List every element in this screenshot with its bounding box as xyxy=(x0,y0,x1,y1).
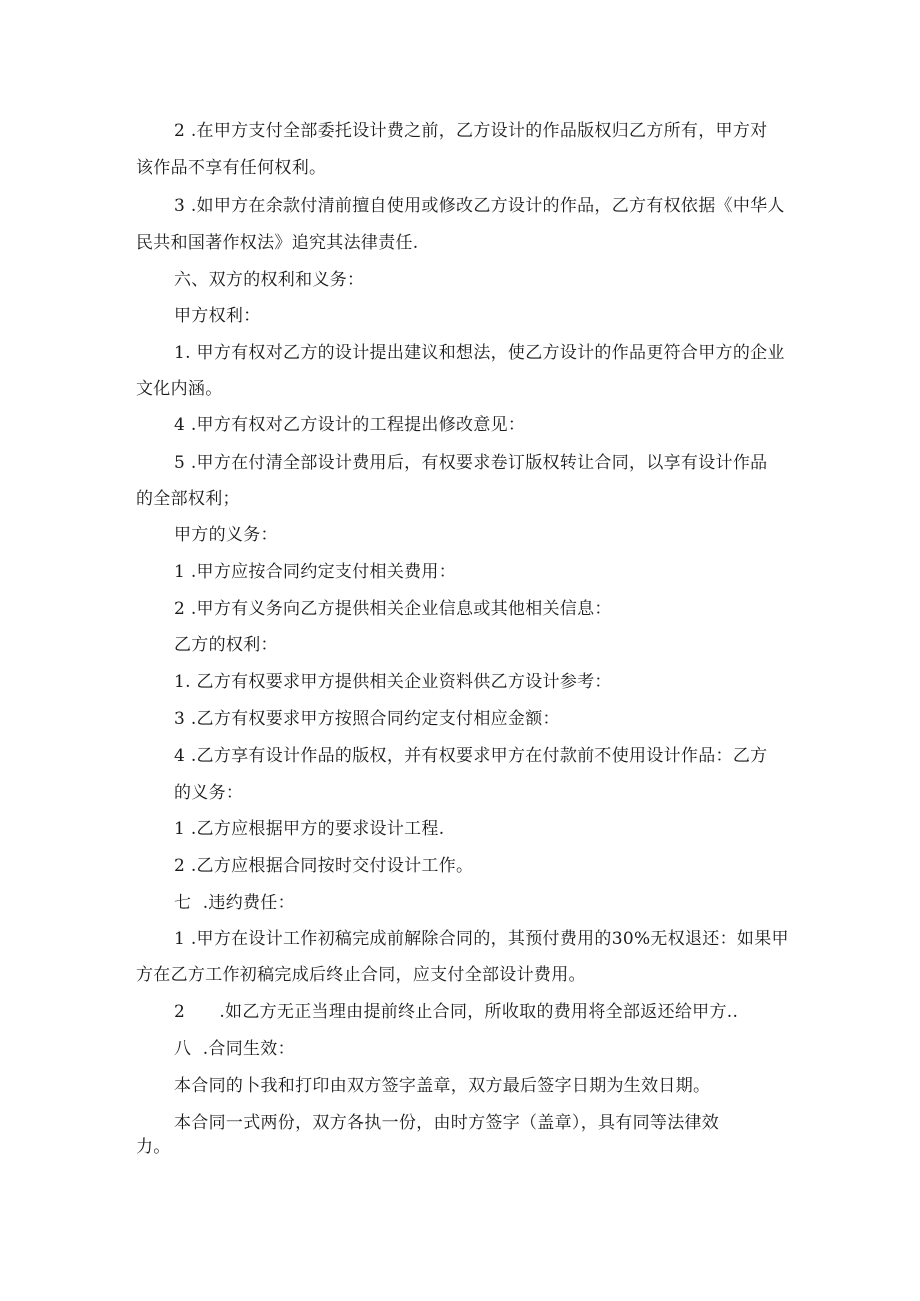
section-8-heading: 八 .合同生效： xyxy=(174,1039,295,1059)
clause-3-line-1: 3 .如甲方在余款付清前擅自使用或修改乙方设计的作品，乙方有权依据《中华人 xyxy=(174,196,785,216)
party-a-right-4: 4 .甲方有权对乙方设计的工程提出修改意见： xyxy=(174,415,526,435)
party-b-right-3: 3 .乙方有权要求甲方按照合同约定支付相应金额： xyxy=(174,709,560,729)
breach-clause-2: 2 .如乙方无正当理由提前终止合同，所收取的费用将全部返还给甲方.. xyxy=(174,1002,739,1022)
party-b-right-4-line-1: 4 .乙方享有设计作品的版权，并有权要求甲方在付款前不使用设计作品：乙方 xyxy=(174,746,768,766)
party-a-right-1-line-1: 1. 甲方有权对乙方的设计提出建议和想法，使乙方设计的作品更符合甲方的企业 xyxy=(174,343,785,363)
party-b-duty-1: 1 .乙方应根据甲方的要求设计工程. xyxy=(174,819,445,839)
section-6-heading: 六、双方的权利和义务： xyxy=(174,270,365,290)
breach-clause-1-line-1: 1 .甲方在设计工作初稿完成前解除合同的，其预付费用的30%无权退还：如果甲 xyxy=(174,929,789,949)
party-b-right-1: 1. 乙方有权要求甲方提供相关企业资料供乙方设计参考： xyxy=(174,672,612,692)
party-a-duty-2: 2 .甲方有义务向乙方提供相关企业信息或其他相关信息： xyxy=(174,599,612,619)
effective-clause-2-line-2: 力。 xyxy=(136,1137,171,1157)
clause-2-line-1: 2 .在甲方支付全部委托设计费之前，乙方设计的作品版权归乙方所有，甲方对 xyxy=(174,121,768,141)
party-a-right-5-line-1: 5 .甲方在付清全部设计费用后，有权要求卷订版权转让合同，以享有设计作品 xyxy=(174,453,768,473)
party-a-right-1-line-2: 文化内涵。 xyxy=(136,379,223,399)
effective-clause-2-line-1: 本合同一式两份，双方各执一份，由时方签字（盖章），具有同等法律效 xyxy=(174,1113,720,1133)
party-b-duty-2: 2 .乙方应根据合同按时交付设计工作。 xyxy=(174,856,474,876)
clause-3-line-2: 民共和国著作权法》追究其法律责任. xyxy=(136,233,419,253)
breach-clause-1-line-2: 方在乙方工作初稿完成后终止合同，应支付全部设计费用。 xyxy=(136,965,586,985)
party-b-right-4-line-2: 的义务： xyxy=(174,783,244,803)
party-a-duty-1: 1 .甲方应按合同约定支付相关费用： xyxy=(174,562,457,582)
party-a-rights-heading: 甲方权利： xyxy=(174,306,261,326)
party-a-duties-heading: 甲方的义务： xyxy=(174,525,278,545)
effective-clause-1: 本合同的卜我和打印由双方签字盖章，双方最后签字日期为生效日期。 xyxy=(174,1076,711,1096)
section-7-heading: 七 .违约费任： xyxy=(174,893,295,913)
clause-2-line-2: 该作品不享有任何权利。 xyxy=(136,158,327,178)
party-b-rights-heading: 乙方的权利： xyxy=(174,635,278,655)
party-a-right-5-line-2: 的全部权利； xyxy=(136,489,240,509)
